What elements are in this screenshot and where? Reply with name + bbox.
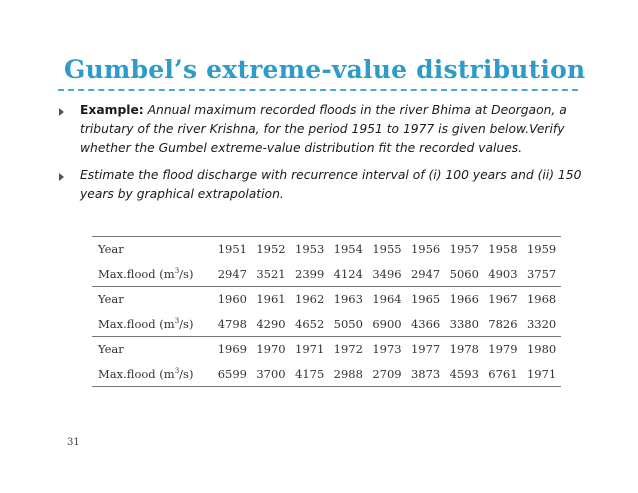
bullet-arrow-icon — [59, 108, 64, 116]
flood-cell: 3521 — [256, 266, 286, 281]
flood-cell: 4290 — [256, 316, 286, 331]
year-cell: 1955 — [368, 237, 407, 262]
flood-cell: 3320 — [526, 316, 557, 331]
year-cell: 1971 — [290, 337, 329, 362]
bullet-text — [80, 101, 582, 158]
year-cell: 1969 — [213, 337, 252, 362]
flood-unit-exponent: 3 — [174, 266, 180, 275]
flood-label-cell — [92, 312, 213, 337]
flood-unit-exponent: 3 — [174, 366, 180, 375]
year-cell: 1959 — [522, 237, 561, 262]
flood-cell: 2709 — [368, 362, 407, 387]
year-cell: 1962 — [290, 287, 329, 312]
flood-cell: 4124 — [333, 266, 363, 281]
flood-cell: 2988 — [329, 362, 368, 387]
flood-label-text: Max.flood (m — [98, 266, 175, 281]
flood-label-text: Max.flood (m — [98, 366, 175, 381]
flood-unit-exponent: 3 — [174, 316, 180, 325]
slide-title: Gumbel’s extreme-value distribution — [64, 55, 586, 84]
year-cell: 1970 — [252, 337, 291, 362]
flood-cell: 4798 — [217, 316, 247, 331]
example-label: Example: — [80, 103, 144, 117]
example-text: Annual maximum recorded floods in the river Bhima at Deorgaon, a tributary of the river Krishna, for the period 1951 to 1977 is given below.Verify whether the Gumbel extreme-value distribution fit the recorded values. — [80, 103, 567, 155]
page-number: 31 — [67, 437, 80, 448]
bullet-arrow-icon — [59, 173, 64, 181]
flood-cell: 4175 — [290, 362, 329, 387]
year-cell: 1966 — [445, 287, 484, 312]
estimate-text: Estimate the flood discharge with recurrence interval of (i) 100 years and (ii) 150 years by graphical extrapolation. — [80, 168, 582, 201]
year-cell: 1967 — [484, 287, 523, 312]
year-cell: 1968 — [522, 287, 561, 312]
flood-row — [92, 262, 561, 287]
flood-cell: 2947 — [410, 266, 441, 281]
year-cell: 1980 — [522, 337, 561, 362]
year-label-cell: Year — [92, 237, 213, 262]
year-cell: 1973 — [368, 337, 407, 362]
flood-cell: 4366 — [410, 316, 441, 331]
flood-label-cell — [92, 362, 213, 387]
flood-row — [92, 362, 561, 387]
flood-unit-end: /s) — [179, 266, 194, 281]
flood-unit-end: /s) — [179, 316, 194, 331]
year-cell: 1972 — [329, 337, 368, 362]
year-cell: 1977 — [406, 337, 445, 362]
year-cell: 1951 — [213, 237, 252, 262]
flood-unit-end: /s) — [179, 366, 194, 381]
year-cell: 1961 — [252, 287, 291, 312]
year-cell: 1964 — [368, 287, 407, 312]
flood-cell: 3873 — [406, 362, 445, 387]
year-cell: 1954 — [329, 237, 368, 262]
year-row — [92, 237, 561, 262]
flood-cell: 6900 — [372, 316, 402, 331]
flood-cell: 3700 — [252, 362, 291, 387]
year-cell: 1958 — [484, 237, 523, 262]
bullet-example — [54, 101, 582, 158]
year-cell: 1979 — [484, 337, 523, 362]
flood-cell: 7826 — [488, 316, 518, 331]
year-cell: 1953 — [290, 237, 329, 262]
flood-cell: 2947 — [217, 266, 247, 281]
year-cell: 1963 — [329, 287, 368, 312]
year-cell: 1960 — [213, 287, 252, 312]
year-label-cell: Year — [92, 337, 213, 362]
flood-cell: 6599 — [213, 362, 252, 387]
flood-cell: 2399 — [295, 266, 325, 281]
year-cell: 1957 — [445, 237, 484, 262]
year-label-cell: Year — [92, 287, 213, 312]
flood-cell: 5050 — [333, 316, 363, 331]
flood-row — [92, 312, 561, 337]
flood-data-table — [92, 236, 561, 387]
year-row — [92, 337, 561, 362]
year-row — [92, 287, 561, 312]
flood-cell: 4903 — [488, 266, 518, 281]
flood-cell: 3380 — [449, 316, 479, 331]
bullet-list — [54, 101, 582, 212]
title-divider — [58, 89, 578, 91]
flood-label-cell — [92, 262, 213, 287]
year-cell: 1965 — [406, 287, 445, 312]
year-cell: 1978 — [445, 337, 484, 362]
flood-label-text: Max.flood (m — [98, 316, 175, 331]
bullet-estimate — [54, 166, 582, 204]
flood-table-body — [92, 237, 561, 387]
flood-cell: 4593 — [445, 362, 484, 387]
year-cell: 1952 — [252, 237, 291, 262]
flood-table-container — [92, 236, 561, 387]
year-cell: 1956 — [406, 237, 445, 262]
bullet-text — [80, 166, 582, 204]
flood-cell: 3496 — [372, 266, 402, 281]
flood-cell: 5060 — [449, 266, 479, 281]
flood-cell: 1971 — [522, 362, 561, 387]
flood-cell: 3757 — [526, 266, 557, 281]
flood-cell: 6761 — [484, 362, 523, 387]
flood-cell: 4652 — [295, 316, 325, 331]
